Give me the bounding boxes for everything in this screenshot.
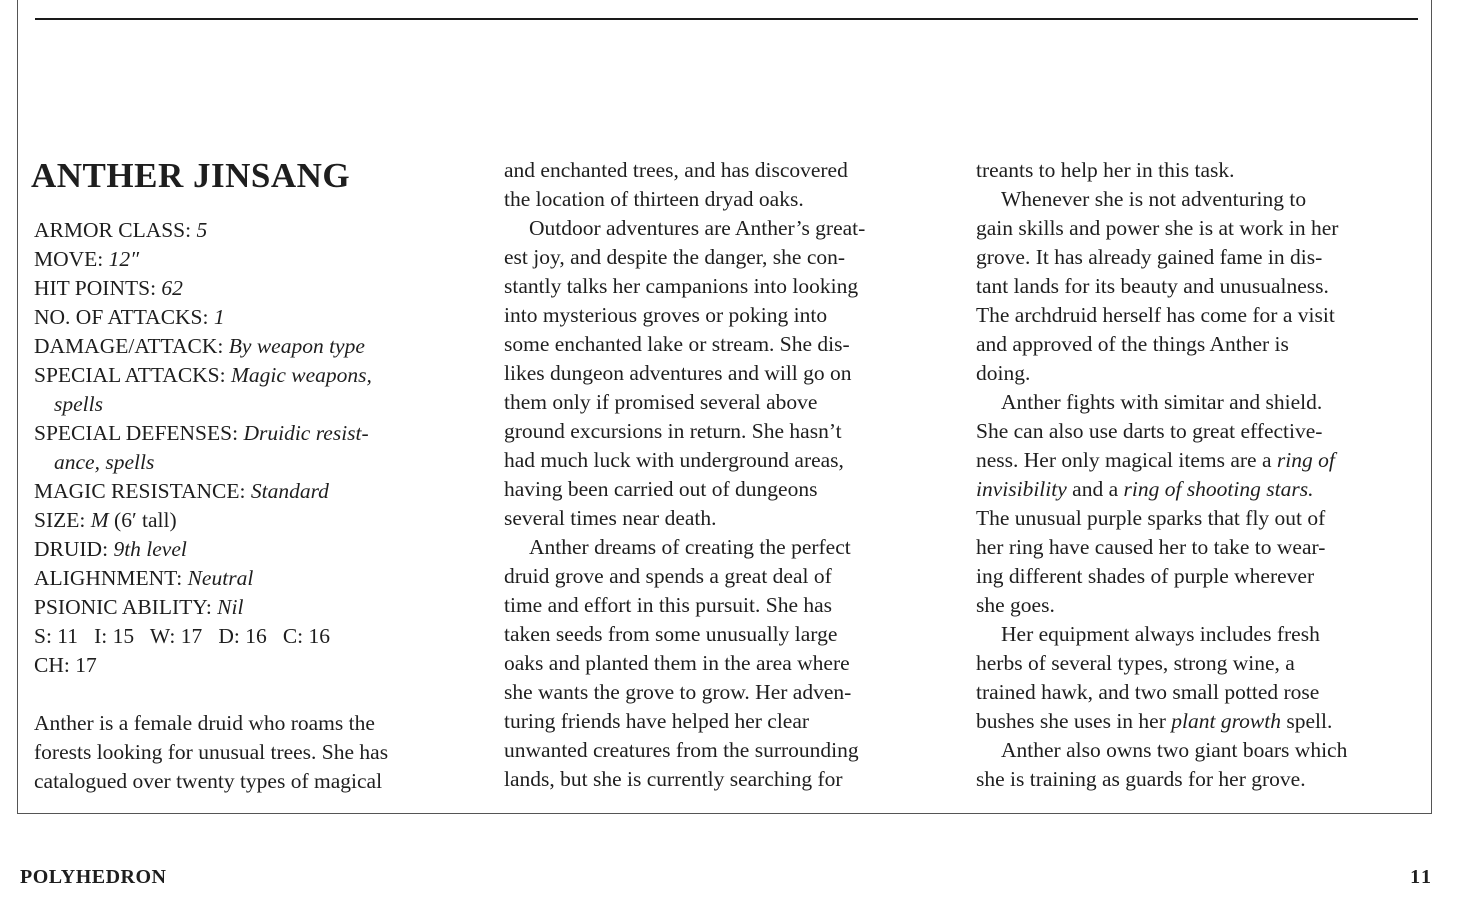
stat-special-attacks: SPECIAL ATTACKS: Magic weapons, spells xyxy=(34,363,372,416)
column-3: treants to help her in this task. Whenever she is not adventuring to gain skills and power she is at work in her grove. It has already gained fame in dis- tant lands for its beauty and unusualness. The archdruid herself has come for a visit and approved of the things Anther is doing. Anther fights with simitar and shield. She can also use darts to great effective- ness. Her only magical items are a ring of invisibility and a ring of shooting stars. The unusual purple sparks that fly out of her ring have caused her to take to wear- ing different shades of purple wherever she goes. Her equipment always includes fresh herbs of several types, strong wine, a trained hawk, and two small potted rose bushes she uses in her plant growth spell. Anther also owns two giant boars which she is training as guards for her grove. xyxy=(976,156,1422,794)
character-title: ANTHER JINSANG xyxy=(31,156,351,195)
intro-paragraph: Anther is a female druid who roams the forests looking for unusual trees. She has catalogued over twenty types of magical xyxy=(34,711,389,793)
stat-size: SIZE: M (6′ tall) xyxy=(34,508,177,532)
paragraph-start: Anther also owns two giant boars which xyxy=(1001,738,1348,762)
stat-damage: DAMAGE/ATTACK: By weapon type xyxy=(34,334,365,358)
stat-special-defenses: SPECIAL DEFENSES: Druidic resist- ance, spells xyxy=(34,421,369,474)
stat-hit-points: HIT POINTS: 62 xyxy=(34,276,183,300)
stat-charisma: CH: 17 xyxy=(34,653,97,677)
top-rule xyxy=(35,18,1418,20)
stat-move: MOVE: 12″ xyxy=(34,247,140,271)
column-1 xyxy=(31,156,474,796)
stat-alignment: ALIGHNMENT: Neutral xyxy=(34,566,254,590)
paragraph-start: Anther dreams of creating the perfect xyxy=(529,535,851,559)
paragraph-start: Whenever she is not adventuring to xyxy=(1001,187,1307,211)
stat-block xyxy=(34,216,474,680)
paragraph-start: Outdoor adventures are Anther’s great- xyxy=(529,216,866,240)
stat-magic-resistance: MAGIC RESISTANCE: Standard xyxy=(34,479,329,503)
paragraph-start: Her equipment always includes fresh xyxy=(1001,622,1320,646)
publication-name: POLYHEDRON xyxy=(20,866,167,888)
page-number: 11 xyxy=(1410,866,1433,888)
column-2: and enchanted trees, and has discovered the location of thirteen dryad oaks. Outdoor adventures are Anther’s great- est joy, and despite the danger, she con- stantly talks her campanions into looking into mysterious groves or poking into some enchanted lake or stream. She dis- likes dungeon adventures and will go on them only if promised several above ground excursions in return. She hasn’t had much luck with underground areas, having been carried out of dungeons several times near death. Anther dreams of creating the perfect druid grove and spends a great deal of time and effort in this pursuit. She has taken seeds from some unusually large oaks and planted them in the area where she wants the grove to grow. Her adven- turing friends have helped her clear unwanted creatures from the surrounding lands, but she is currently searching for xyxy=(504,156,949,794)
stat-abilities: S: 11 I: 15 W: 17 D: 16 C: 16 xyxy=(34,624,331,648)
paragraph-start: Anther fights with simitar and shield. xyxy=(1001,390,1323,414)
stat-attacks: NO. OF ATTACKS: 1 xyxy=(34,305,225,329)
stat-druid: DRUID: 9th level xyxy=(34,537,187,561)
stat-psionic: PSIONIC ABILITY: Nil xyxy=(34,595,244,619)
stat-armor-class: ARMOR CLASS: 5 xyxy=(34,218,208,242)
